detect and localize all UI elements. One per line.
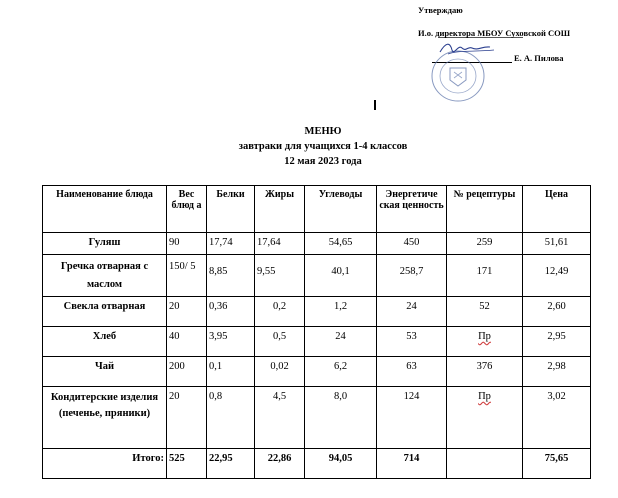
menu-subtitle: завтраки для учащихся 1-4 классов: [238, 141, 408, 152]
cell-carbs: 54,65: [305, 233, 377, 255]
header-fat: Жиры: [255, 186, 305, 233]
menu-table: [42, 185, 591, 479]
cell-fat: 0,2: [255, 297, 305, 327]
header-recipe: № рецептуры: [447, 186, 523, 233]
approval-line-position: И.о. директора МБОУ Суховской СОШ: [418, 28, 571, 38]
cell-weight: 200: [167, 357, 207, 387]
header-carbs: Углеводы: [305, 186, 377, 233]
cell-recipe: [447, 387, 523, 449]
total-carbs: 94,05: [305, 449, 377, 479]
table-row: [43, 327, 591, 357]
approval-line-approve: Утверждаю: [418, 5, 463, 15]
menu-date: 12 мая 2023 года: [284, 156, 362, 167]
cell-carbs: 8,0: [305, 387, 377, 449]
cell-energy: 450: [377, 233, 447, 255]
table-row: [43, 357, 591, 387]
header-energy: Энергетиче ская ценность: [377, 186, 447, 233]
approval-line-name: Е. А. Пилова: [514, 53, 564, 63]
table-row: [43, 387, 591, 449]
cell-protein: 0,36: [207, 297, 255, 327]
header-price: Цена: [523, 186, 591, 233]
total-protein: 22,95: [207, 449, 255, 479]
header-protein: Белки: [207, 186, 255, 233]
menu-title: МЕНЮ: [304, 126, 342, 137]
cell-energy: 53: [377, 327, 447, 357]
table-row: [43, 233, 591, 255]
text-cursor-mark: [374, 100, 376, 110]
cell-protein: 8,85: [207, 255, 255, 297]
cell-recipe: [447, 327, 523, 357]
cell-fat: 9,55: [255, 255, 305, 297]
cell-recipe: 52: [447, 297, 523, 327]
cell-weight: 20: [167, 387, 207, 449]
cell-fat: 0,5: [255, 327, 305, 357]
total-fat: 22,86: [255, 449, 305, 479]
cell-fat: 0,02: [255, 357, 305, 387]
recipe-pr-text: Пр: [478, 331, 491, 342]
cell-carbs: 1,2: [305, 297, 377, 327]
cell-name: Кондитерские изделия (печенье, пряники): [43, 387, 167, 449]
cell-price: 2,95: [523, 327, 591, 357]
cell-name: Чай: [43, 357, 167, 387]
cell-carbs: 6,2: [305, 357, 377, 387]
cell-carbs: 40,1: [305, 255, 377, 297]
table-row: [43, 297, 591, 327]
header-weight: Вес блюд а: [167, 186, 207, 233]
cell-recipe: 259: [447, 233, 523, 255]
total-energy: 714: [377, 449, 447, 479]
cell-weight: 150/ 5: [167, 255, 207, 297]
cell-recipe: 171: [447, 255, 523, 297]
cell-name: Свекла отварная: [43, 297, 167, 327]
total-weight: 525: [167, 449, 207, 479]
cell-weight: 90: [167, 233, 207, 255]
cell-protein: 17,74: [207, 233, 255, 255]
cell-price: 51,61: [523, 233, 591, 255]
cell-energy: 24: [377, 297, 447, 327]
cell-protein: 3,95: [207, 327, 255, 357]
cell-protein: 0,1: [207, 357, 255, 387]
cell-fat: 4,5: [255, 387, 305, 449]
cell-energy: 258,7: [377, 255, 447, 297]
cell-name: Хлеб: [43, 327, 167, 357]
cell-name: Гречка отварная с маслом: [43, 255, 167, 297]
cell-price: 12,49: [523, 255, 591, 297]
cell-energy: 124: [377, 387, 447, 449]
cell-recipe: 376: [447, 357, 523, 387]
header-name: Наименование блюда: [43, 186, 167, 233]
total-label: Итого:: [43, 449, 167, 479]
total-price: 75,65: [523, 449, 591, 479]
cell-protein: 0,8: [207, 387, 255, 449]
cell-weight: 40: [167, 327, 207, 357]
table-total-row: [43, 449, 591, 479]
table-row: [43, 255, 591, 297]
cell-energy: 63: [377, 357, 447, 387]
handwritten-signature: [438, 38, 498, 58]
recipe-pr-text: Пр: [478, 391, 491, 402]
total-recipe: [447, 449, 523, 479]
cell-price: 2,60: [523, 297, 591, 327]
cell-name: Гуляш: [43, 233, 167, 255]
table-header-row: [43, 186, 591, 233]
cell-price: 3,02: [523, 387, 591, 449]
cell-fat: 17,64: [255, 233, 305, 255]
cell-price: 2,98: [523, 357, 591, 387]
cell-weight: 20: [167, 297, 207, 327]
cell-carbs: 24: [305, 327, 377, 357]
